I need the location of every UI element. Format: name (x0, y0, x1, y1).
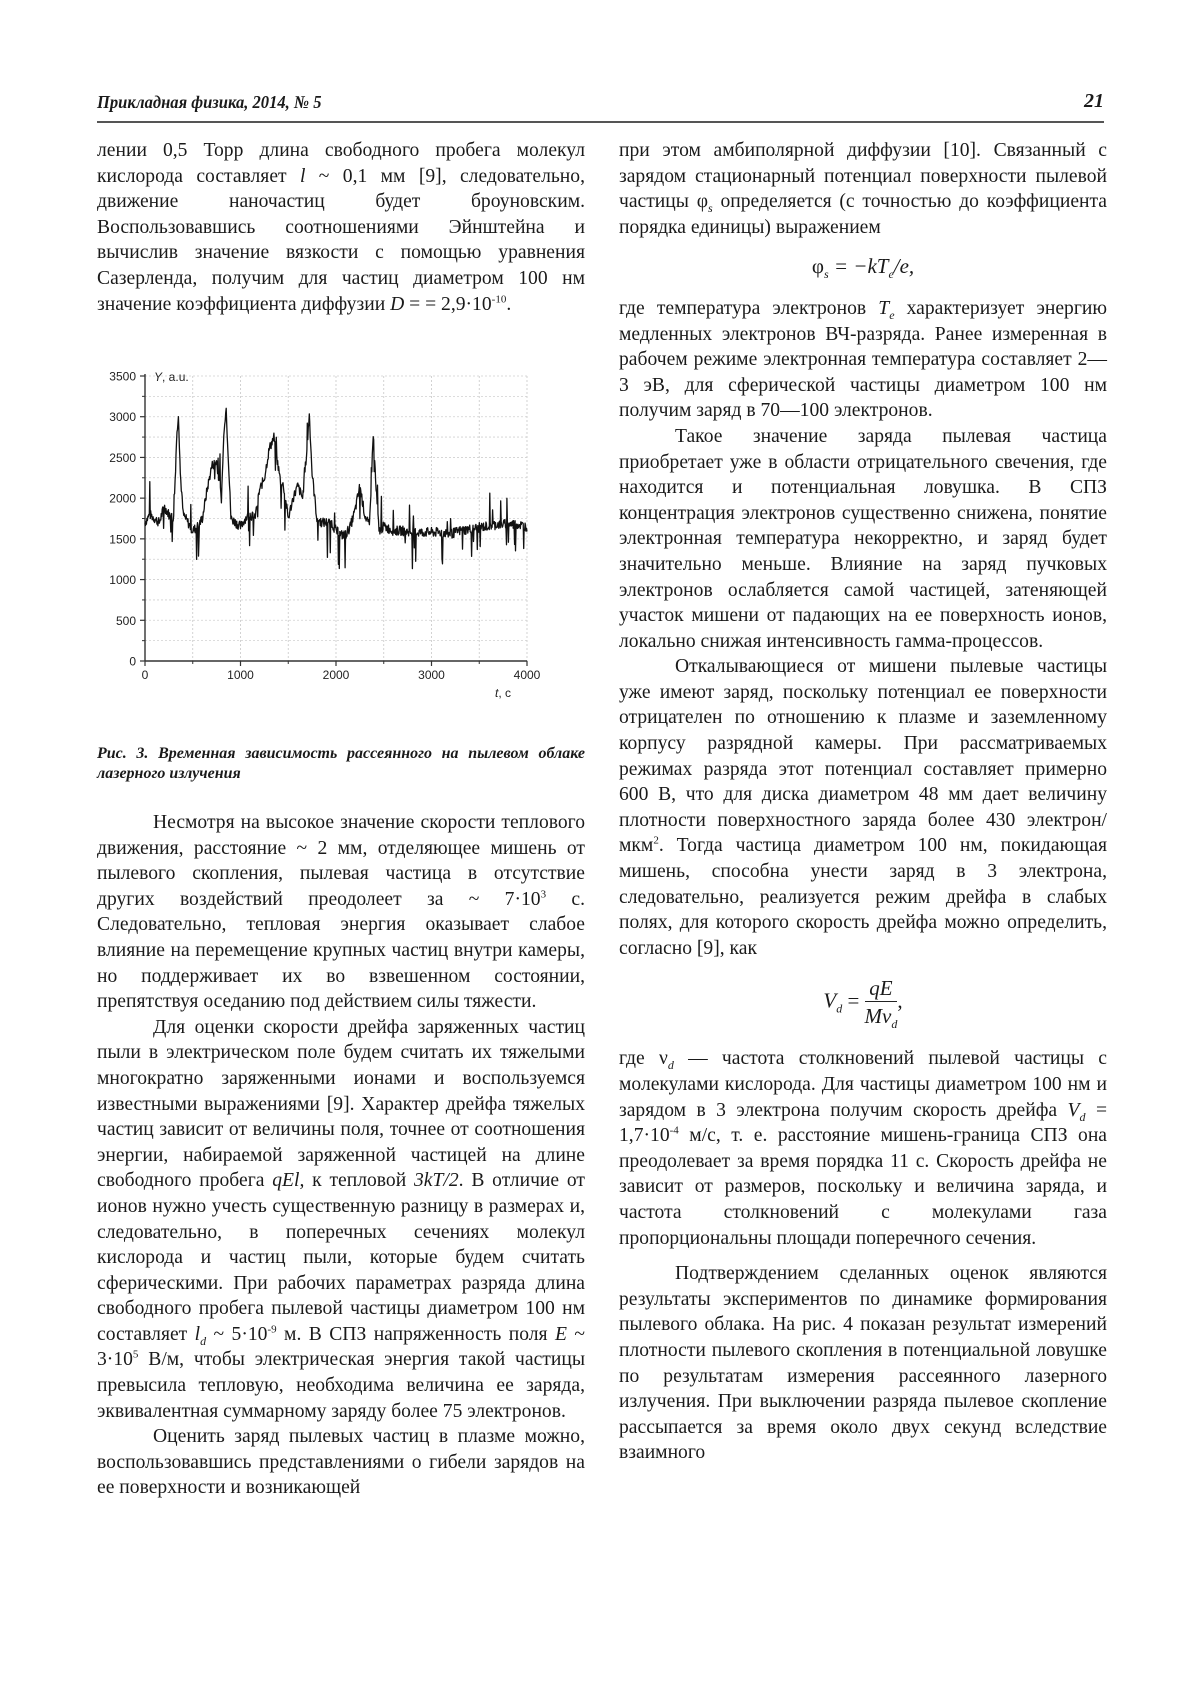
paragraph: где температура электронов $T_e$ характеризует энергию медленных электронов ВЧ-разряда. Ранее измеренная в рабочем режиме электронная температура составляет 2—3 эВ, для сферической частицы диаметром 100 нм получим заряд в 70—100 электронов. (619, 297, 1107, 422)
formula-drift-velocity: $V_d$ = $\frac{qE}{M\nu_d}$ , (823, 976, 903, 1032)
figure-3-chart (97, 362, 557, 707)
journal-title: Прикладная физика, 2014, № 5 (97, 92, 322, 112)
header-rule (97, 121, 1104, 123)
figure-caption: Рис. 3. Временная зависимость рассеянного на пылевом облаке лазерного излучения (97, 745, 585, 782)
paragraph: где $\nu_d$ — частота столкновений пылевой частицы с молекулами кислорода. Для частицы диаметром 100 нм и зарядом в 3 электрона получим скорость дрейфа $V_d = 1,7\cdot 10^{-4}$ м/с, т. е. расстояние мишень-граница СПЗ она преодолевает за время порядка 11 с. Скорость дрейфа не зависит от размеров, поскольку и величина заряда, и частота столкновений с молекулами газа пропорциональны площади поперечного сечения. (619, 1048, 1108, 1249)
paragraph: Оценить заряд пылевых частиц в плазме можно, воспользовавшись представлениями о гибели зарядов на ее поверхности и возникающей (97, 1426, 585, 1499)
page-number: 21 (1084, 90, 1104, 112)
paragraph: при этом амбиполярной диффузии [10]. Связанный с зарядом стационарный потенциал поверхности пылевой частицы $\varphi_s$ определяется (с точностью до коэффициента порядка единицы) выражением (619, 140, 1108, 238)
x-tick-label: 3000 (418, 668, 445, 682)
running-header (97, 88, 1104, 124)
y-tick-label: 3000 (109, 410, 136, 425)
y-tick-label: 0 (129, 654, 136, 669)
x-axis-label: t, c (495, 686, 512, 700)
x-tick-label: 1000 (227, 668, 254, 682)
x-tick-label: 0 (141, 668, 149, 682)
y-tick-label: 1500 (109, 532, 136, 547)
paragraph: лении 0,5 Торр длина свободного пробега молекул кислорода составляет l ~ 0,1 мм [9], следовательно, движение наночастиц будет броуновским. Воспользовавшись соотношениями Эйнштейна и вычислив значение вязкости с помощью уравнения Сазерленда, получим для частиц диаметром 100 нм значение коэффициента диффузии D = = $2,9\cdot 10^{-10}$. (97, 140, 585, 315)
y-tick-label: 2000 (109, 491, 136, 506)
y-tick-label: 2500 (109, 450, 136, 465)
line-chart (97, 362, 557, 707)
paragraph: Подтверждением сделанных оценок являются результаты экспериментов по динамике формирования пылевого облака. На рис. 4 показан результат измерений плотности пылевого скопления в потенциальной ловушке по результатам измерения рассеянного лазерного излучения. При выключении разряда пылевое скопление рассыпается за время около двух секунд вследствие взаимного (619, 1263, 1107, 1464)
paragraph: Для оценки скорости дрейфа заряженных частиц пыли в электрическом поле будем считать их тяжелыми многократно заряженными ионами и воспользуемся известными выражениями [9]. Характер дрейфа тяжелых частиц зависит от величины поля, точнее от соотношения энергии, набираемой заряженной частицей на длине свободного пробега qEl, к тепловой 3kT/2. В отличие от ионов нужно учесть существенную разницу в размерах и, следовательно, в поперечных сечениях молекул кислорода и частиц пыли, которые будем считать сферическими. При рабочих параметрах разряда длина свободного пробега пылевой частицы диаметром 100 нм составляет $l_d$ ~ $5\cdot 10^{-9}$ м. В СПЗ напряженность поля E ~ $3\cdot 10^5$ В/м, чтобы электрическая энергия такой частицы превысила тепловую, необходима величина ее заряда, эквивалентная суммарному заряду более 75 электронов. (97, 1016, 585, 1422)
x-tick-label: 4000 (513, 668, 541, 682)
y-tick-label: 500 (115, 613, 136, 628)
y-tick-label: 1000 (109, 573, 136, 588)
paragraph: Такое значение заряда пылевая частица приобретает уже в области отрицательного свечения, где находится и потенциальная ловушка. В СПЗ концентрация электронов существенно снижена, понятие электронная температура некорректно, и заряд будет значительно меньше. Влияние на заряд пучковых электронов ослабляется самой частицей, затеняющей участок мишени от падающих на ее поверхность ионов, локально снижая интенсивность гамма-процессов. (619, 425, 1107, 652)
left-column-body (97, 810, 585, 1501)
y-axis-label: Y, a.u. (154, 370, 189, 384)
paragraph: Несмотря на высокое значение скорости теплового движения, расстояние ~ 2 мм, отделяющее мишень от пылевого скопления, пылевая частица в отсутствие других воздействий преодолеет за ~ $7\cdot 10^3$ с. Следовательно, тепловая энергия оказывает слабое влияние на перемещение крупных частиц внутри камеры, но поддерживает их во взвешенном состоянии, препятствуя оседанию под действием силы тяжести. (97, 812, 585, 1013)
formula-surface-potential: $\varphi_s = -kT_e/e$, (811, 254, 915, 282)
y-tick-label: 3500 (109, 369, 136, 384)
x-tick-label: 2000 (322, 668, 350, 682)
left-column (97, 138, 585, 317)
right-column (619, 138, 1107, 1466)
paragraph: Откалывающиеся от мишени пылевые частицы уже имеют заряд, поскольку потенциал ее поверхности отрицателен по отношению к плазме и заземленному корпусу разрядной камеры. При рассматриваемых режимах разряда этот потенциал составляет примерно 600 В, что для диска диаметром 48 мм дает величину плотности поверхностного заряда более 430 электрон/мкм$^2$. Тогда частица диаметром 100 нм, покидающая мишень, способна унести заряд в 3 электрона, следовательно, реализуется режим дрейфа в слабых полях, для которого скорость дрейфа можно определить, согласно [9], как (619, 656, 1107, 959)
